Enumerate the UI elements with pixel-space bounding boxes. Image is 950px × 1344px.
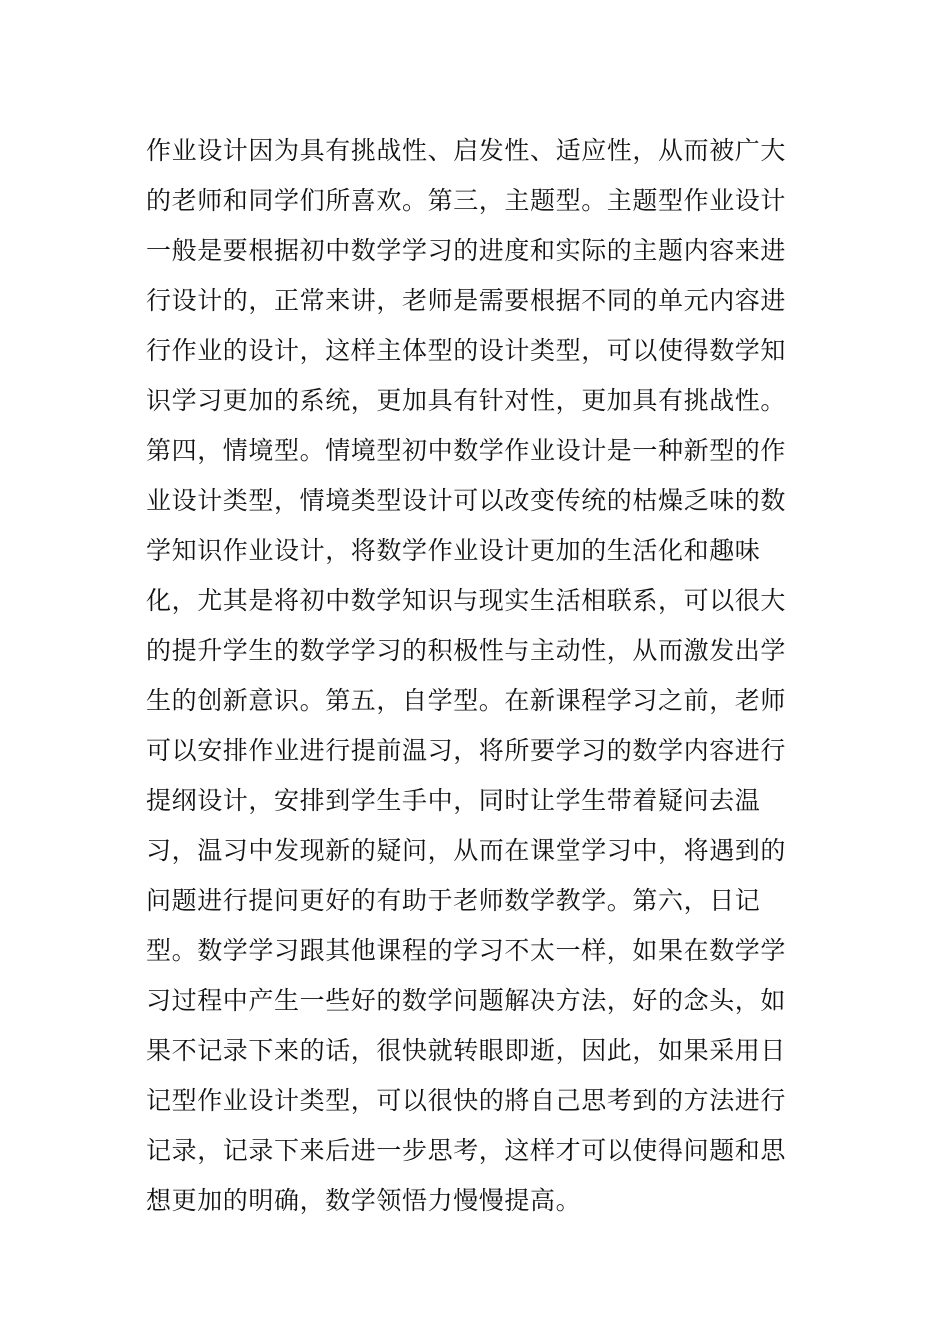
text-line: 生的创新意识。第五，自学型。在新课程学习之前，老师 bbox=[146, 686, 787, 715]
text-line: 习，温习中发现新的疑问，从而在课堂学习中，将遇到的 bbox=[146, 836, 787, 865]
text-line: 记录，记录下来后进一步思考，这样才可以使得问题和思 bbox=[146, 1136, 787, 1165]
text-line: 习过程中产生一些好的数学问题解决方法，好的念头，如 bbox=[146, 986, 787, 1015]
text-line: 识学习更加的系统，更加具有针对性，更加具有挑战性。 bbox=[146, 386, 787, 415]
text-line: 作业设计因为具有挑战性、启发性、适应性，从而被广大 bbox=[146, 136, 787, 165]
text-line: 型。数学学习跟其他课程的学习不太一样，如果在数学学 bbox=[146, 936, 787, 965]
text-line: 行作业的设计，这样主体型的设计类型，可以使得数学知 bbox=[146, 336, 787, 365]
text-line: 第四，情境型。情境型初中数学作业设计是一种新型的作 bbox=[146, 436, 787, 465]
text-line: 一般是要根据初中数学学习的进度和实际的主题内容来进 bbox=[146, 236, 787, 265]
text-line: 果不记录下来的话，很快就转眼即逝，因此，如果采用日 bbox=[146, 1036, 787, 1065]
text-line: 想更加的明确，数学领悟力慢慢提高。 bbox=[146, 1186, 582, 1215]
text-line: 提纲设计，安排到学生手中，同时让学生带着疑问去温 bbox=[146, 786, 761, 815]
text-line: 可以安排作业进行提前温习，将所要学习的数学内容进行 bbox=[146, 736, 787, 765]
text-line: 的提升学生的数学学习的积极性与主动性，从而激发出学 bbox=[146, 636, 787, 665]
body-paragraph bbox=[146, 126, 796, 1226]
text-line: 的老师和同学们所喜欢。第三，主题型。主题型作业设计 bbox=[146, 186, 787, 215]
text-line: 行设计的，正常来讲，老师是需要根据不同的单元内容进 bbox=[146, 286, 787, 315]
text-line: 化，尤其是将初中数学知识与现实生活相联系，可以很大 bbox=[146, 586, 787, 615]
text-line: 记型作业设计类型，可以很快的將自己思考到的方法进行 bbox=[146, 1086, 787, 1115]
text-line: 问题进行提问更好的有助于老师数学教学。第六，日记 bbox=[146, 886, 761, 915]
text-line: 业设计类型，情境类型设计可以改变传统的枯燥乏味的数 bbox=[146, 486, 787, 515]
text-line: 学知识作业设计，将数学作业设计更加的生活化和趣味 bbox=[146, 536, 761, 565]
